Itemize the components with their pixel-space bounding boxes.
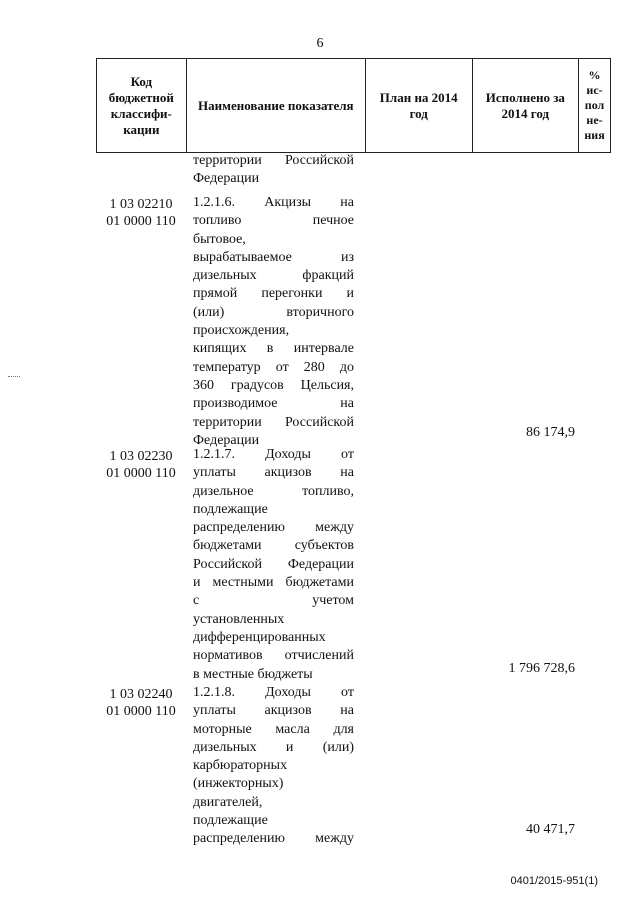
header-percent: % ис- пол не- ния [584,68,605,142]
name-line: уплаты акцизов на [193,465,354,481]
row-2-name [193,446,354,684]
name-line: с учетом [193,593,354,609]
row-3-code: 1 03 02240 01 0000 110 [106,687,176,719]
name-line: бюджетами субъектов [193,538,354,554]
name-line: топливо печное [193,213,354,229]
name-line: 360 градусов Цельсия, [193,377,354,393]
header-plan: План на 2014 год [366,59,473,152]
row-3-executed: 40 471,7 [526,822,575,837]
row-3-name [193,684,354,849]
name-line: 1.2.1.6. Акцизы на [193,195,354,210]
name-line: бытовое, [193,231,246,247]
row-1-executed: 86 174,9 [526,425,575,440]
name-line: распределению между [193,520,354,536]
header-name: Наименование показателя [187,59,366,152]
name-line: (или) вторичного [193,304,354,320]
document-code: 0401/2015-951(1) [510,875,598,887]
name-line: карбюраторных [193,758,288,774]
name-line: 1.2.1.7. Доходы от [193,447,354,462]
page-number: 6 [316,36,324,51]
name-line: дизельных и (или) [193,739,354,755]
name-line: происхождения, [193,323,290,339]
margin-mark [8,376,20,377]
name-line: моторные масла для [193,721,354,737]
continuation-text [193,152,354,189]
name-line: территории Российской [193,414,354,430]
name-line: дифференцированных [193,629,326,645]
name-line: кипящих в интервале [193,341,354,357]
name-line: установленных [193,611,285,627]
row-1-name [193,194,354,450]
header-code: Код бюджетной классифи- кации [97,59,187,152]
continuation-line: Федерации [193,171,260,187]
name-line: производимое на [193,396,354,412]
name-line: дизельных фракций [193,268,354,284]
name-line: распределению между [193,831,354,847]
row-2-code: 1 03 02230 01 0000 110 [106,449,176,481]
name-line: Российской Федерации [193,556,354,572]
name-line: 1.2.1.8. Доходы от [193,685,354,700]
row-2-executed: 1 796 728,6 [508,661,575,676]
name-line: вырабатываемое из [193,249,354,265]
name-line: (инжекторных) [193,776,284,792]
header-executed: Исполнено за 2014 год [473,59,580,152]
name-line: температур от 280 до [193,359,354,375]
name-line: двигателей, [193,794,263,810]
name-line: дизельное топливо, [193,483,354,499]
name-line: уплаты акцизов на [193,703,354,719]
name-line: нормативов отчислений [193,648,354,664]
name-line: в местные бюджеты [193,666,313,682]
name-line: Федерации [193,432,260,448]
name-line: подлежащие [193,813,268,829]
continuation-line: территории Российской [193,153,354,168]
name-line: и местными бюджетами [193,575,354,591]
table-header [96,58,611,153]
name-line: прямой перегонки и [193,286,354,302]
row-1-code: 1 03 02210 01 0000 110 [106,197,176,229]
name-line: подлежащие [193,501,268,517]
